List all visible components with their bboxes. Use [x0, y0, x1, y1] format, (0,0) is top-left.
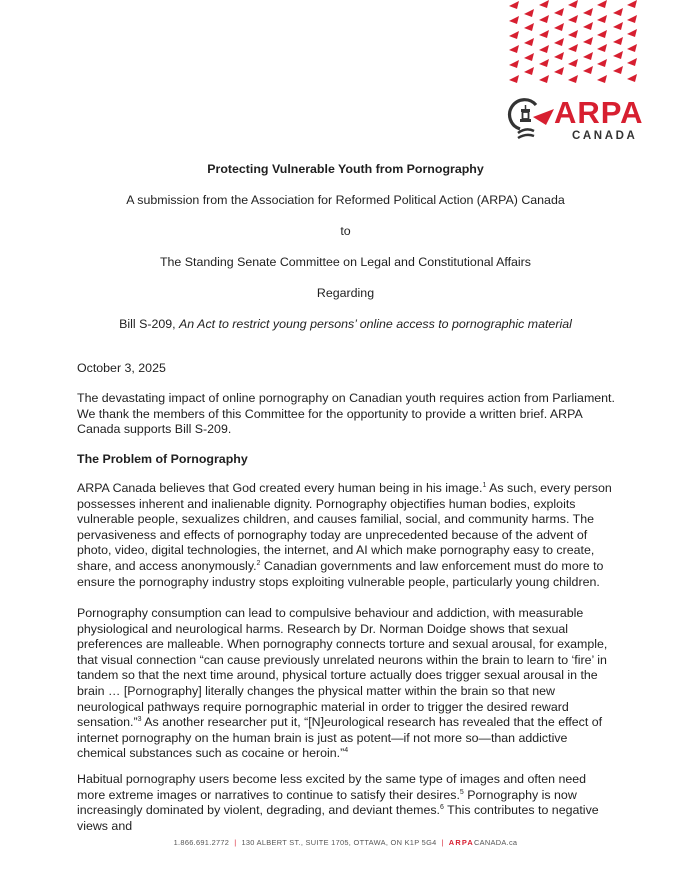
- footer-site-brand: ARPA: [448, 838, 474, 847]
- arpa-canada-logo: [506, 95, 646, 147]
- bill-title: An Act to restrict young persons’ online access to pornographic material: [179, 317, 572, 331]
- page-footer: [0, 838, 691, 847]
- document-title: Protecting Vulnerable Youth from Pornography: [207, 162, 484, 176]
- footnote-ref-2[interactable]: 2: [256, 559, 261, 567]
- footer-separator: |: [441, 838, 444, 847]
- paragraph-dignity: ARPA Canada believes that God created every human being in his image.$^1$ As such, every person possesses inherent and inalienable dignity. Pornography objectifies human bodies, exploits vulnerable people, sexualizes children, and causes familial, social, and community harms. The pervasiveness and effects of pornography today are unprecedented because of the advent of photo, video, digital technologies, the internet, and AI which make pornography easy to create, share, and access anonymously.$^2$ Canadian governments and law enforcement must do more to ensure the pornography industry stops exploiting vulnerable people, particularly young children.: [77, 481, 612, 589]
- footer-separator: |: [234, 838, 237, 847]
- lighthouse-paper-plane-icon: [506, 95, 556, 145]
- footer-site-domain: CANADA.ca: [473, 838, 518, 847]
- footnote-ref-6[interactable]: 6: [440, 804, 444, 812]
- footer-address: 130 ALBERT ST., SUITE 1705, OTTAWA, ON K1P 5G4: [241, 838, 437, 847]
- footer-phone: 1.866.691.2772: [173, 838, 230, 847]
- to-line: to: [340, 224, 351, 238]
- footnote-ref-4[interactable]: 4: [344, 747, 349, 755]
- bill-line: [0, 318, 691, 330]
- section-heading: The Problem of Pornography: [77, 452, 248, 466]
- regarding-line: Regarding: [316, 286, 375, 300]
- bill-number: Bill S-209,: [119, 317, 180, 331]
- footnote-ref-5[interactable]: 5: [459, 788, 464, 796]
- logo-wordmark: ARPA: [554, 95, 644, 130]
- document-date: October 3, 2025: [77, 361, 166, 375]
- intro-paragraph: The devastating impact of online pornography on Canadian youth requires action from Parliament. We thank the members of this Committee for the opportunity to provide a written brief. ARPA Canada supports Bill S-209.: [77, 391, 615, 437]
- footnote-ref-3[interactable]: 3: [137, 716, 142, 724]
- red-arrow-pattern-icon: [500, 0, 650, 85]
- paragraph-neurology: Pornography consumption can lead to compulsive behaviour and addiction, with measurable physiological and neurological harms. Research by Dr. Norman Doidge shows that sexual preferences are malleable. When pornography connects torture and sexual arousal, for example, that visual connection “can cause previously unrelated neurons within the brain to learn to ‘fire’ in tandem so that the next time around, physical torture actually does trigger sexual arousal in the brain … [Pornography] literally changes the physical matter within the brain so that new neurological pathways require pornographic material in order to trigger the desired reward sensation.”$^3$ As another researcher put it, “[N]eurological research has revealed that the effect of internet pornography on the human brain is just as potent—if not more so—than addictive chemical substances such as cocaine or heroin.”$^4$: [77, 606, 608, 761]
- footnote-ref-1[interactable]: 1: [482, 482, 487, 489]
- logo-subtitle: CANADA: [572, 130, 638, 142]
- paragraph-habitual-use: Habitual pornography users become less excited by the same type of images and often need more extreme images or narratives to continue to satisfy their desires.$^5$ Pornography is now increasingly dominated by violent, degrading, and deviant themes.$^6$ This contributes to negative views and: [77, 772, 599, 833]
- committee-line: The Standing Senate Committee on Legal and Constitutional Affairs: [159, 255, 532, 269]
- submission-line: A submission from the Association for Reformed Political Action (ARPA) Canada: [126, 193, 565, 207]
